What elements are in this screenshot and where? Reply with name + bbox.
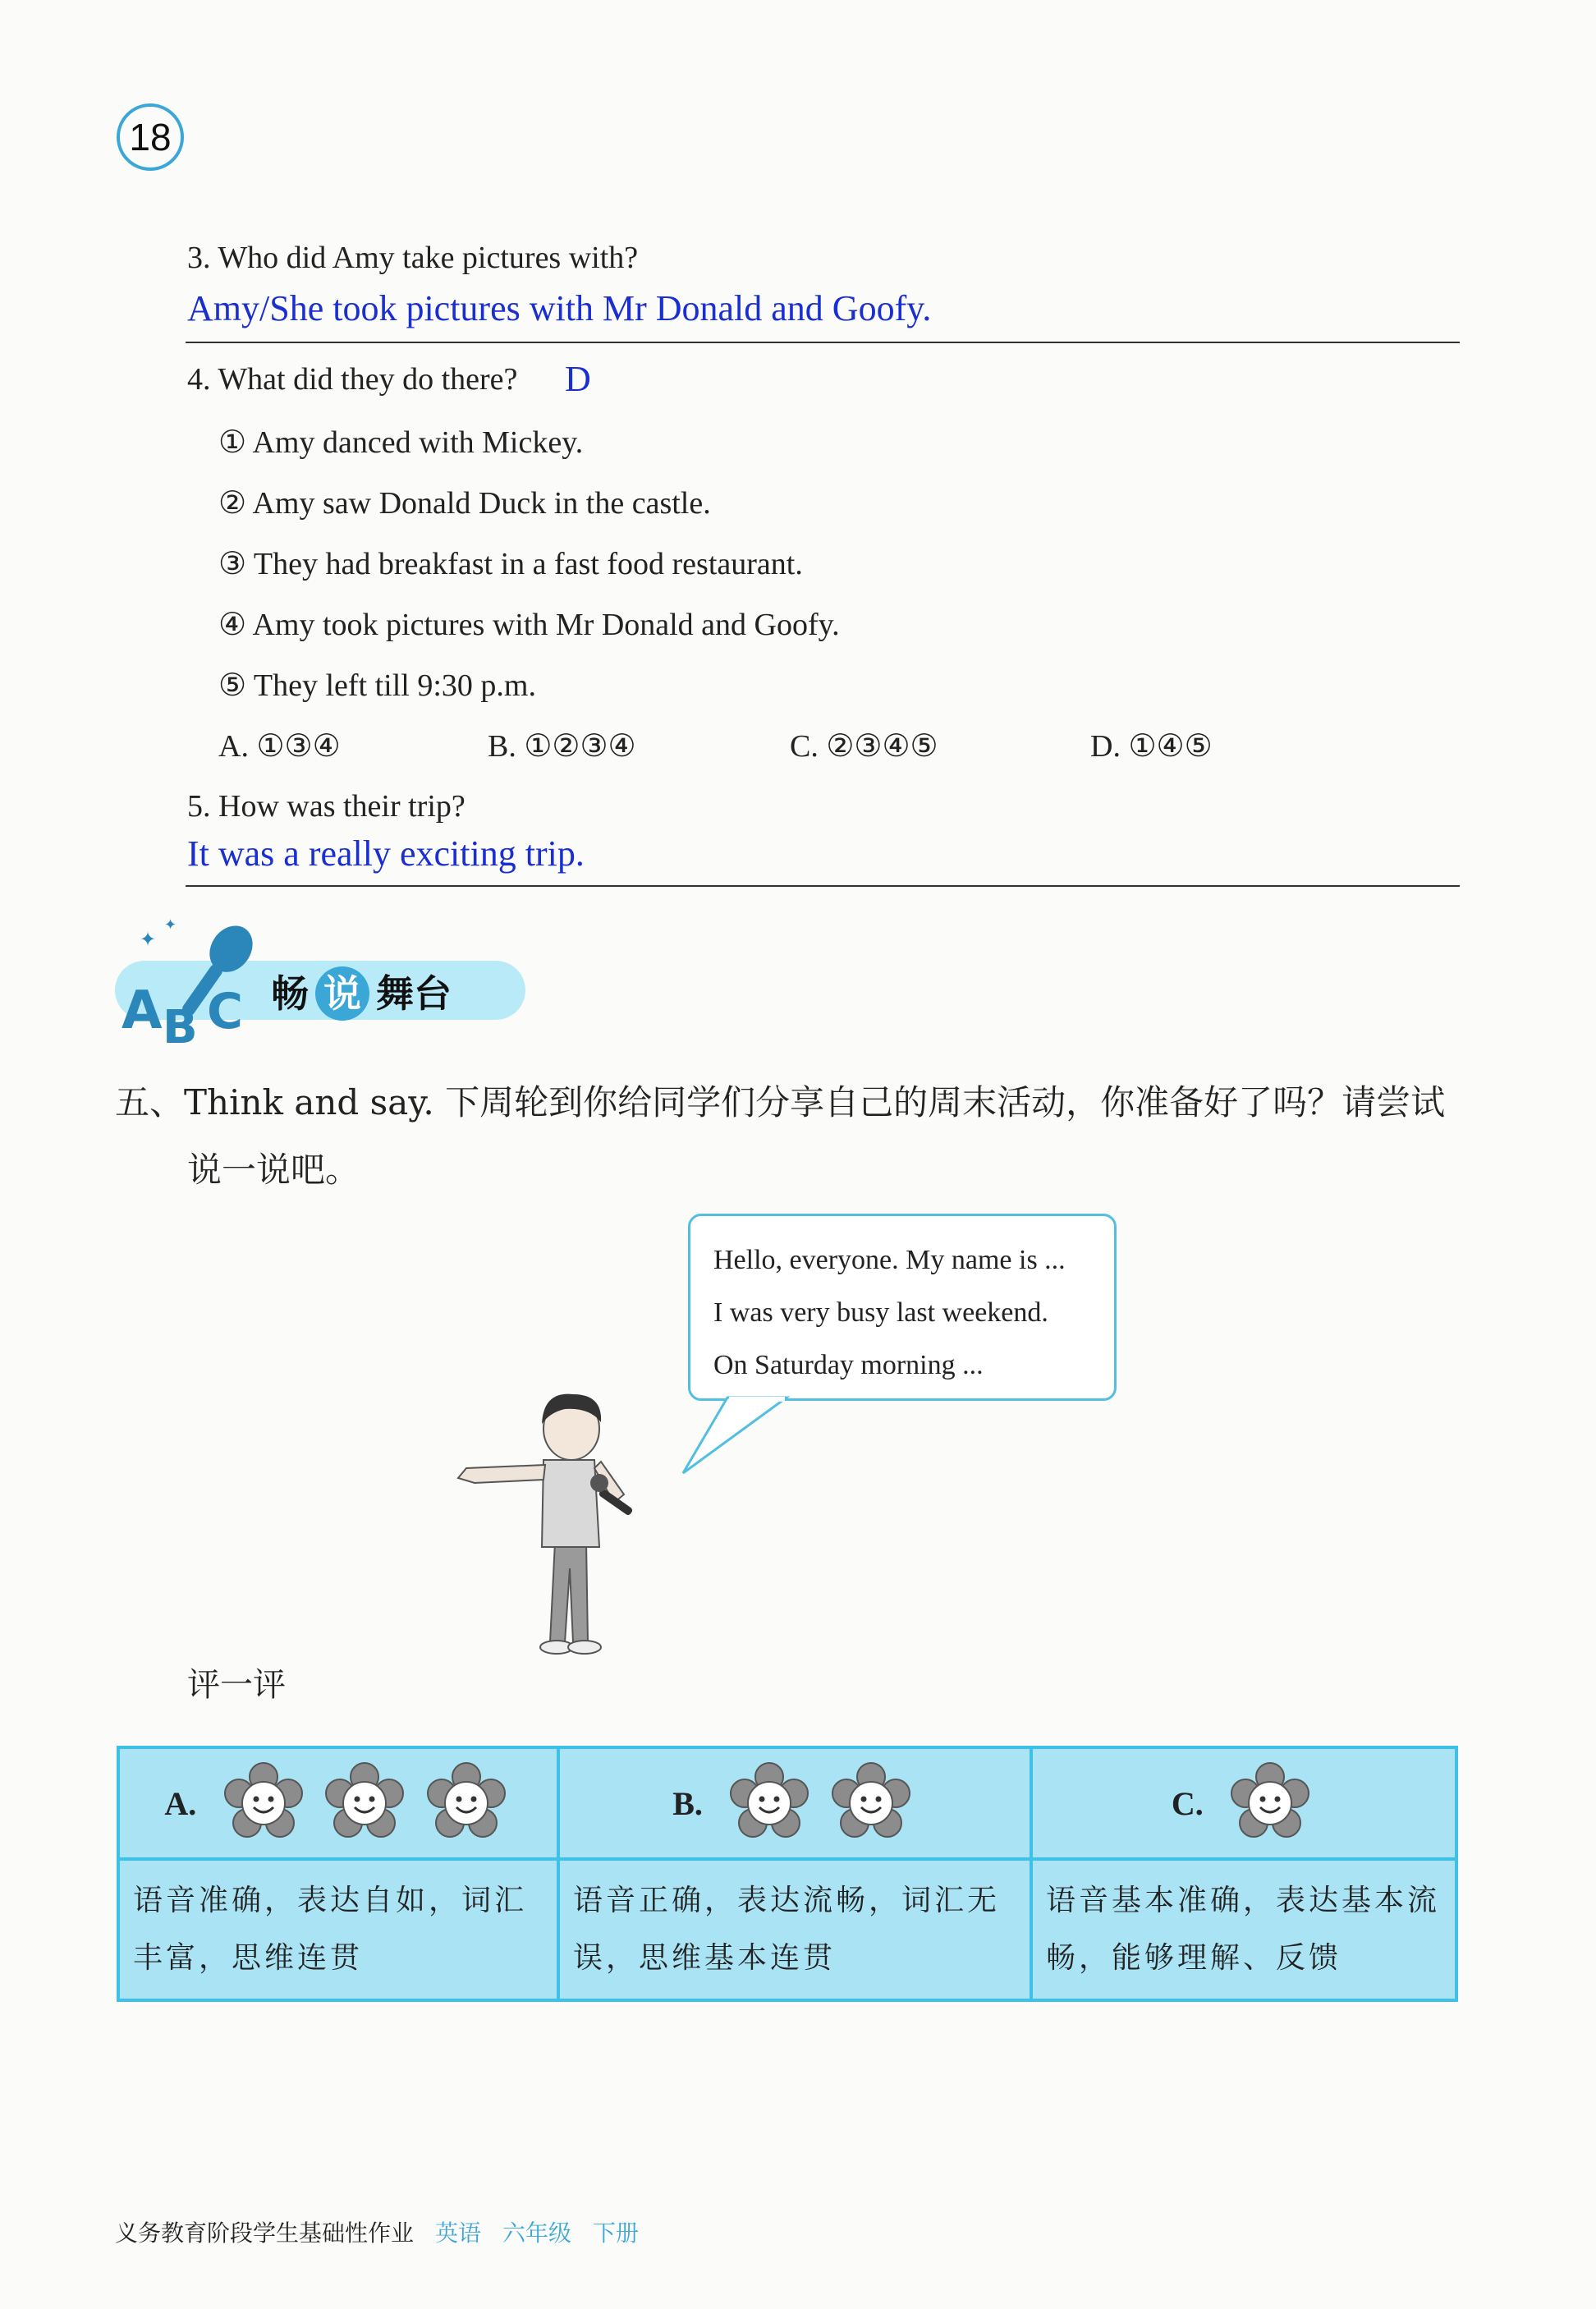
svg-text:✦: ✦	[164, 916, 177, 933]
footer-volume: 下册	[593, 2219, 640, 2247]
svg-text:A: A	[122, 980, 163, 1041]
banner-title	[271, 964, 452, 1021]
smiley-flower-icon	[830, 1762, 912, 1844]
bubble-line-1: Hello, everyone. My name is ...	[713, 1245, 1066, 1275]
section-5-line-2: 说一说吧。	[187, 1150, 360, 1190]
statement-1: ① Amy danced with Mickey.	[218, 425, 584, 460]
section-5-line-1: 五、Think and say. 下周轮到你给同学们分享自己的周末活动，你准备好了吗？请尝试	[115, 1082, 1446, 1122]
answer-5: It was a really exciting trip.	[187, 833, 585, 874]
rating-header-a	[118, 1747, 558, 1859]
banner-title-part1: 畅	[271, 971, 309, 1016]
rating-desc-c	[1031, 1859, 1456, 2000]
choice-d: D. ①④⑤	[1090, 729, 1213, 764]
rating-table	[117, 1746, 1458, 2002]
svg-text:B: B	[163, 1001, 198, 1053]
grade-b: B.	[672, 1784, 703, 1822]
banner-title-part2: 说	[315, 966, 369, 1021]
footer-grade: 六年级	[502, 2219, 572, 2247]
rating-desc-a	[118, 1859, 558, 2000]
grade-a: A.	[164, 1784, 197, 1822]
microphone-logo-icon	[115, 913, 279, 1053]
choice-b: B. ①②③④	[488, 729, 636, 764]
statement-3: ③ They had breakfast in a fast food restaurant.	[218, 547, 803, 581]
question-3: 3. Who did Amy take pictures with?	[187, 241, 639, 275]
boy-with-microphone-illustration	[450, 1379, 672, 1667]
smiley-flower-icon	[323, 1762, 406, 1844]
page-footer	[115, 2215, 639, 2248]
question-4: 4. What did they do there?	[187, 362, 518, 397]
speech-bubble	[688, 1214, 1117, 1401]
rating-desc-c-line-1: 语音基本准确，表达基本流	[1046, 1884, 1441, 1917]
smiley-flower-icon	[728, 1762, 810, 1844]
rating-desc-b-line-2: 误，思维基本连贯	[573, 1941, 837, 1975]
svg-text:✦: ✦	[140, 930, 157, 951]
statement-4: ④ Amy took pictures with Mr Donald and Goofy.	[218, 608, 840, 642]
grade-c: C.	[1171, 1784, 1204, 1822]
footer-series: 义务教育阶段学生基础性作业	[115, 2219, 415, 2247]
answer-3: Amy/She took pictures with Mr Donald and Goofy.	[187, 288, 932, 328]
page-number: 18	[117, 103, 184, 171]
rating-desc-a-line-2: 丰富，思维连贯	[133, 1941, 364, 1975]
banner-title-part3: 舞台	[376, 971, 452, 1016]
rating-header-b	[558, 1747, 1031, 1859]
rating-label: 评一评	[187, 1666, 286, 1704]
smiley-flower-icon	[1229, 1762, 1311, 1844]
statement-2: ② Amy saw Donald Duck in the castle.	[218, 486, 711, 521]
answer-line-3	[186, 342, 1460, 343]
speech-bubble-tail	[680, 1396, 795, 1478]
rating-header-c	[1031, 1747, 1456, 1859]
smiley-flower-icon	[222, 1762, 305, 1844]
smiley-flower-icon	[425, 1762, 507, 1844]
statement-5: ⑤ They left till 9:30 p.m.	[218, 668, 536, 703]
choice-c: C. ②③④⑤	[790, 729, 938, 764]
rating-desc-c-line-2: 畅，能够理解、反馈	[1046, 1941, 1342, 1975]
footer-subject: 英语	[435, 2219, 482, 2247]
answer-4: D	[565, 359, 591, 399]
svg-text:C: C	[207, 983, 244, 1040]
rating-desc-b-line-1: 语音正确，表达流畅，词汇无	[573, 1884, 1001, 1917]
rating-desc-a-line-1: 语音准确，表达自如，词汇	[133, 1884, 528, 1917]
bubble-line-2: I was very busy last weekend.	[713, 1297, 1048, 1328]
choice-a: A. ①③④	[218, 729, 341, 764]
rating-desc-b	[558, 1859, 1031, 2000]
bubble-line-3: On Saturday morning ...	[713, 1350, 984, 1380]
question-5: 5. How was their trip?	[187, 789, 466, 824]
answer-line-5	[186, 885, 1460, 887]
